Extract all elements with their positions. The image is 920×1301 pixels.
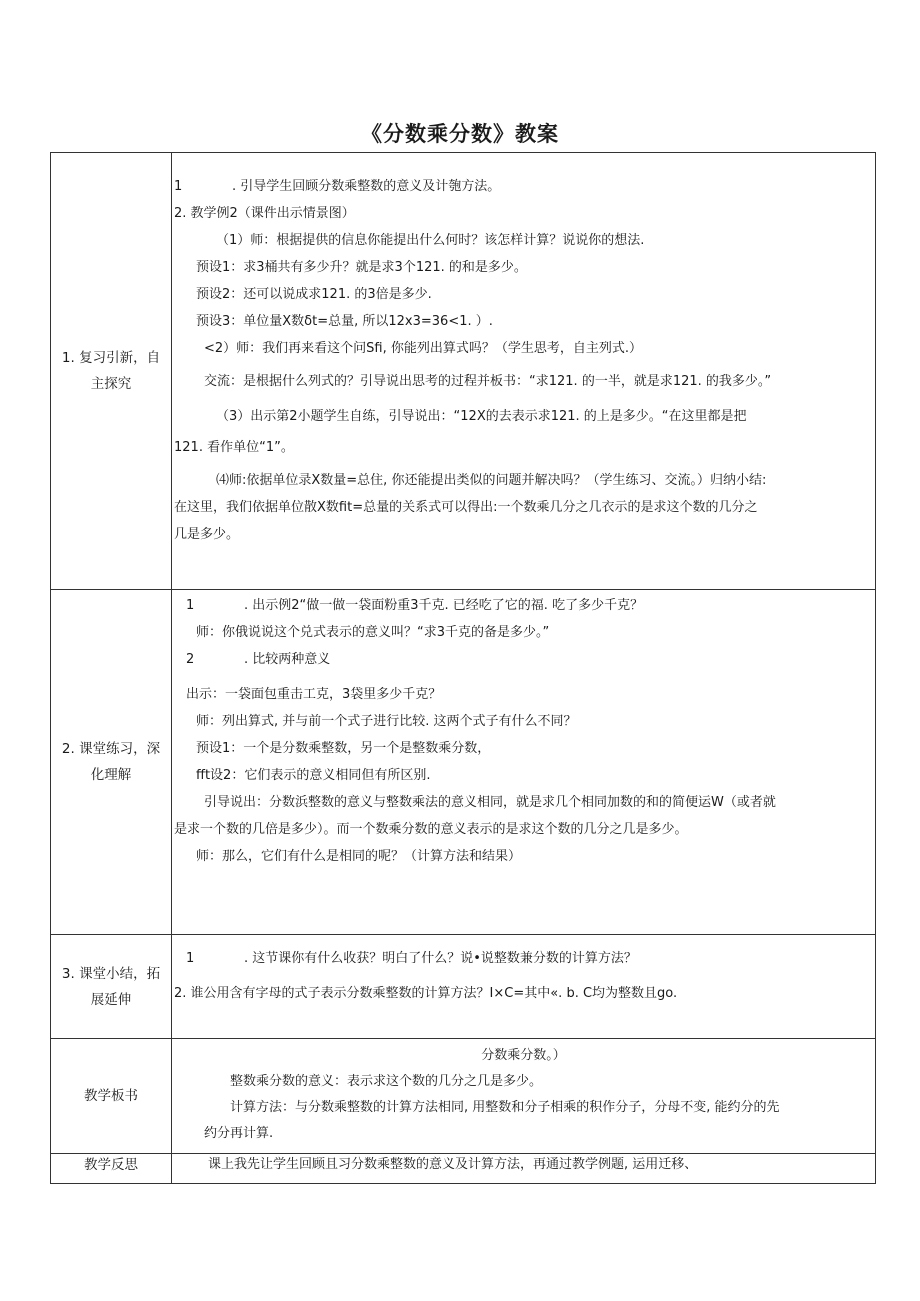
content-line: （1）师：根据提供的信息你能提出什么何时？该怎样计算？说说你的想法. (216, 233, 645, 248)
content-line: 2. 教学例2（课件出示情景图） (174, 206, 355, 221)
section-content (172, 935, 876, 1039)
content-line: 121. 看作单位“1”。 (174, 440, 294, 455)
content-line: <2）师：我们再来看这个问Sfi, 你能列出算式吗？（学生思考，自主列式.） (204, 341, 643, 356)
content-line: 整数乘分数的意义：表示求这个数的几分之几是多少。 (230, 1074, 543, 1089)
lesson-plan-table (50, 152, 876, 1184)
content-line: 2. 谁公用含有字母的式子表示分数乘整数的计算方法？I×C=其中«. b. C均为整数且go. (174, 986, 678, 1001)
content-line: 出示：一袋面包重击工克，3袋里多少千克？ (186, 687, 442, 702)
content-line: 约分再计算. (204, 1126, 274, 1141)
content-line: 计算方法：与分数乘整数的计算方法相同, 用整数和分子相乘的积作分子，分母不变, 能约分的先 (230, 1100, 780, 1115)
section-content (172, 590, 876, 935)
section-label: 教学反思 (51, 1154, 172, 1184)
content-line: 预设2：还可以说成求121. 的3倍是多少. (196, 287, 432, 302)
section-row-board (51, 1039, 876, 1154)
page-title: 《分数乘分数》教案 (361, 122, 559, 146)
content-line: 是求一个数的几倍是多少）。而一个数乘分数的意义表示的是求这个数的几分之几是多少。 (174, 822, 688, 837)
content-line: 2 . 比较两种意义 (186, 652, 331, 667)
content-line: 预设1：一个是分数乘整数，另一个是整数乘分数， (196, 741, 491, 756)
section-label: 2. 课堂练习，深化理解 (51, 590, 172, 935)
content-line: 师：那么，它们有什么是相同的呢？（计算方法和结果） (196, 849, 522, 864)
section-content (172, 153, 876, 590)
content-line: 课上我先让学生回顾且习分数乘整数的意义及计算方法，再通过教学例题, 运用迁移、 (208, 1157, 698, 1172)
section-row-review (51, 153, 876, 590)
content-line: ⑷师:依据单位录X数量=总住, 你还能提出类似的问题并解决吗？（学生练习、交流。）归纳小结: (216, 473, 767, 488)
content-line: 几是多少。 (174, 527, 240, 542)
section-content (172, 1154, 876, 1184)
section-row-reflection (51, 1154, 876, 1184)
section-label: 教学板书 (51, 1039, 172, 1154)
section-row-practice (51, 590, 876, 935)
content-line: 分数乘分数。） (481, 1048, 566, 1063)
content-line: 师：你俄说说这个兑式表示的意义叫？“求3千克的备是多少。” (196, 625, 550, 640)
content-line: 预设1：求3桶共有多少升？就是求3个121. 的和是多少。 (196, 260, 527, 275)
content-line: 引导说出：分数浜整数的意义与整数乘法的意义相同，就是求几个相同加数的和的简便运W（或者就 (204, 795, 776, 810)
content-line: 1 . 这节课你有什么收获？明白了什么？说•说整数兼分数的计算方法？ (186, 951, 637, 966)
content-line: 1 . 引导学生回顾分数乘整数的意义及计匏方法。 (174, 179, 501, 194)
section-row-summary (51, 935, 876, 1039)
content-line: fft设2：它们表示的意义相同但有所区别. (196, 768, 431, 783)
content-line: 交流：是根据什么列式的？引导说出思考的过程并板书：“求121. 的一半，就是求121. 的我多少。” (204, 374, 772, 389)
content-line: 预设3：单位量X数δt=总量, 所以12x3=36<1. ）. (196, 314, 493, 329)
section-label: 3. 课堂小结，拓展延伸 (51, 935, 172, 1039)
content-line: （3）出示第2小题学生自练，引导说出：“12X的去表示求121. 的上是多少。“在这里都是把 (216, 409, 747, 424)
section-label: 1. 复习引新，自主探究 (51, 153, 172, 590)
content-line: 1 . 出示例2“做一做一袋面粉重3千克. 已经吃了它的福. 吃了多少千克？ (186, 598, 644, 613)
content-line: 师：列出算式, 并与前一个式子进行比较. 这两个式子有什么不同？ (196, 714, 577, 729)
section-content (172, 1039, 876, 1154)
content-line: 在这里，我们依据单位散X数fit=总量的关系式可以得出:一个数乘几分之几衣示的是求这个数的几分之 (174, 500, 758, 515)
